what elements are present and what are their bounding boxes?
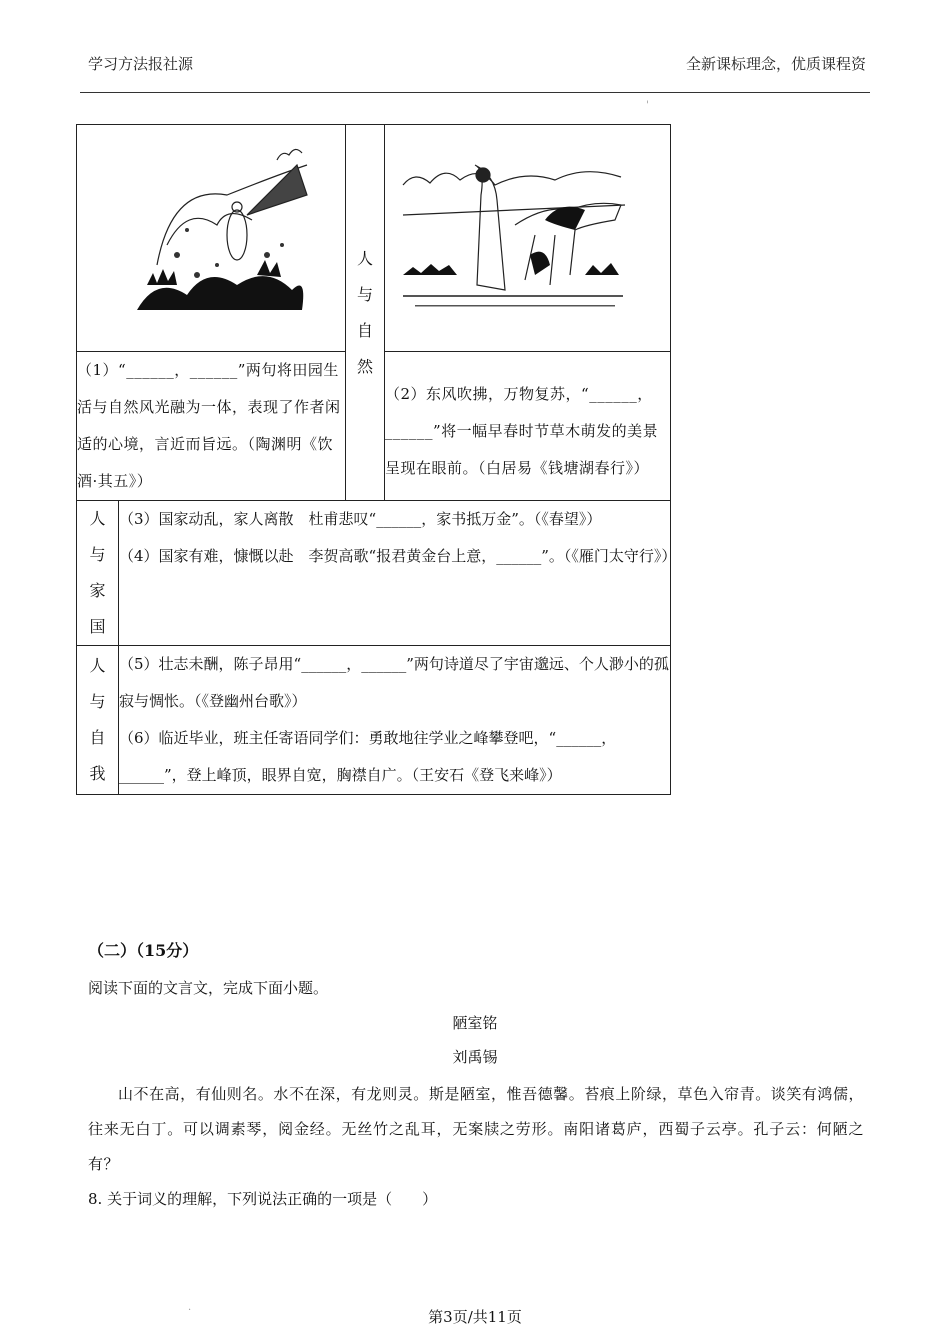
theme-country-label [77,501,119,646]
theme-char: 人 [89,509,106,528]
question-2-text: （2）东风吹拂，万物复苏，“______，______”将一幅早春时节草木萌发的美景呈现在眼前。（白居易《钱塘湖春行》） [385,385,659,477]
theme-char: 国 [89,617,106,636]
stray-dot: . [188,1302,192,1313]
header-divider [80,92,870,93]
question-1-text: （1）“______，______”两句将田园生活与自然风光融为一体，表现了作者闲适的心境，言近而旨远。（陶渊明《饮酒·其五》） [77,361,341,490]
section-heading: （二）（15分） [88,941,199,960]
theme-char: 与 [356,284,373,304]
pastoral-illustration-cell [77,125,346,352]
question-4-text: （4）国家有难，慷慨以赴 李贺高歌“报君黄金台上意，______”。（《雁门太守行》） [119,547,677,565]
passage-title: 陋室铭 [452,1014,498,1032]
country-questions-cell [119,501,677,646]
passage-text: 山不在高，有仙则名。水不在深，有龙则灵。斯是陋室，惟吾德馨。苔痕上阶绿，草色入帘青。谈笑有鸿儒，往来无白丁。可以调素琴，阅金经。无丝竹之乱耳，无案牍之劳形。南阳诸葛庐，西蜀子云亭。孔子云：何陋之有？ [88,1085,864,1173]
question-2-cell [385,352,671,501]
theme-self-label [77,646,119,795]
theme-char: 人 [356,248,373,268]
pastoral-illustration [77,125,345,347]
section-intro: 阅读下面的文言文，完成下面小题。 [88,979,329,997]
horse-illustration [385,125,669,347]
stray-dot: ' [646,100,649,111]
passage-author: 刘禹锡 [452,1048,498,1066]
question-5-text: （5）壮志未酬，陈子昂用“______，______”两句诗道尽了宇宙邈远、个人渺小的孤寂与惆怅。（《登幽州台歌》） [119,655,669,710]
theme-char: 然 [356,356,373,376]
theme-char: 我 [89,764,106,783]
question-8: 8. 关于词义的理解，下列说法正确的一项是（ ） [88,1190,438,1208]
question-1-cell [77,352,346,501]
theme-char: 自 [356,320,373,340]
theme-nature-label [346,125,385,501]
theme-char: 人 [89,656,106,675]
horse-illustration-cell [385,125,671,352]
question-6-text: （6）临近毕业，班主任寄语同学们：勇敢地往学业之峰攀登吧，“______，______”，登上峰顶，眼界自宽，胸襟自广。（王安石《登飞来峰》） [119,729,617,784]
theme-char: 自 [89,728,106,747]
header-left-text: 学习方法报社源 [88,55,194,73]
theme-char: 与 [89,692,106,711]
self-questions-cell [119,646,671,795]
header-right-text: 全新课标理念，优质课程资 [685,55,866,73]
page-footer: 第3页/共11页 [428,1308,522,1326]
theme-char: 与 [89,545,106,564]
poetry-table [76,124,677,795]
question-3-text: （3）国家动乱，家人离散 杜甫悲叹“______，家书抵万金”。（《春望》） [119,510,602,528]
theme-char: 家 [89,581,106,600]
